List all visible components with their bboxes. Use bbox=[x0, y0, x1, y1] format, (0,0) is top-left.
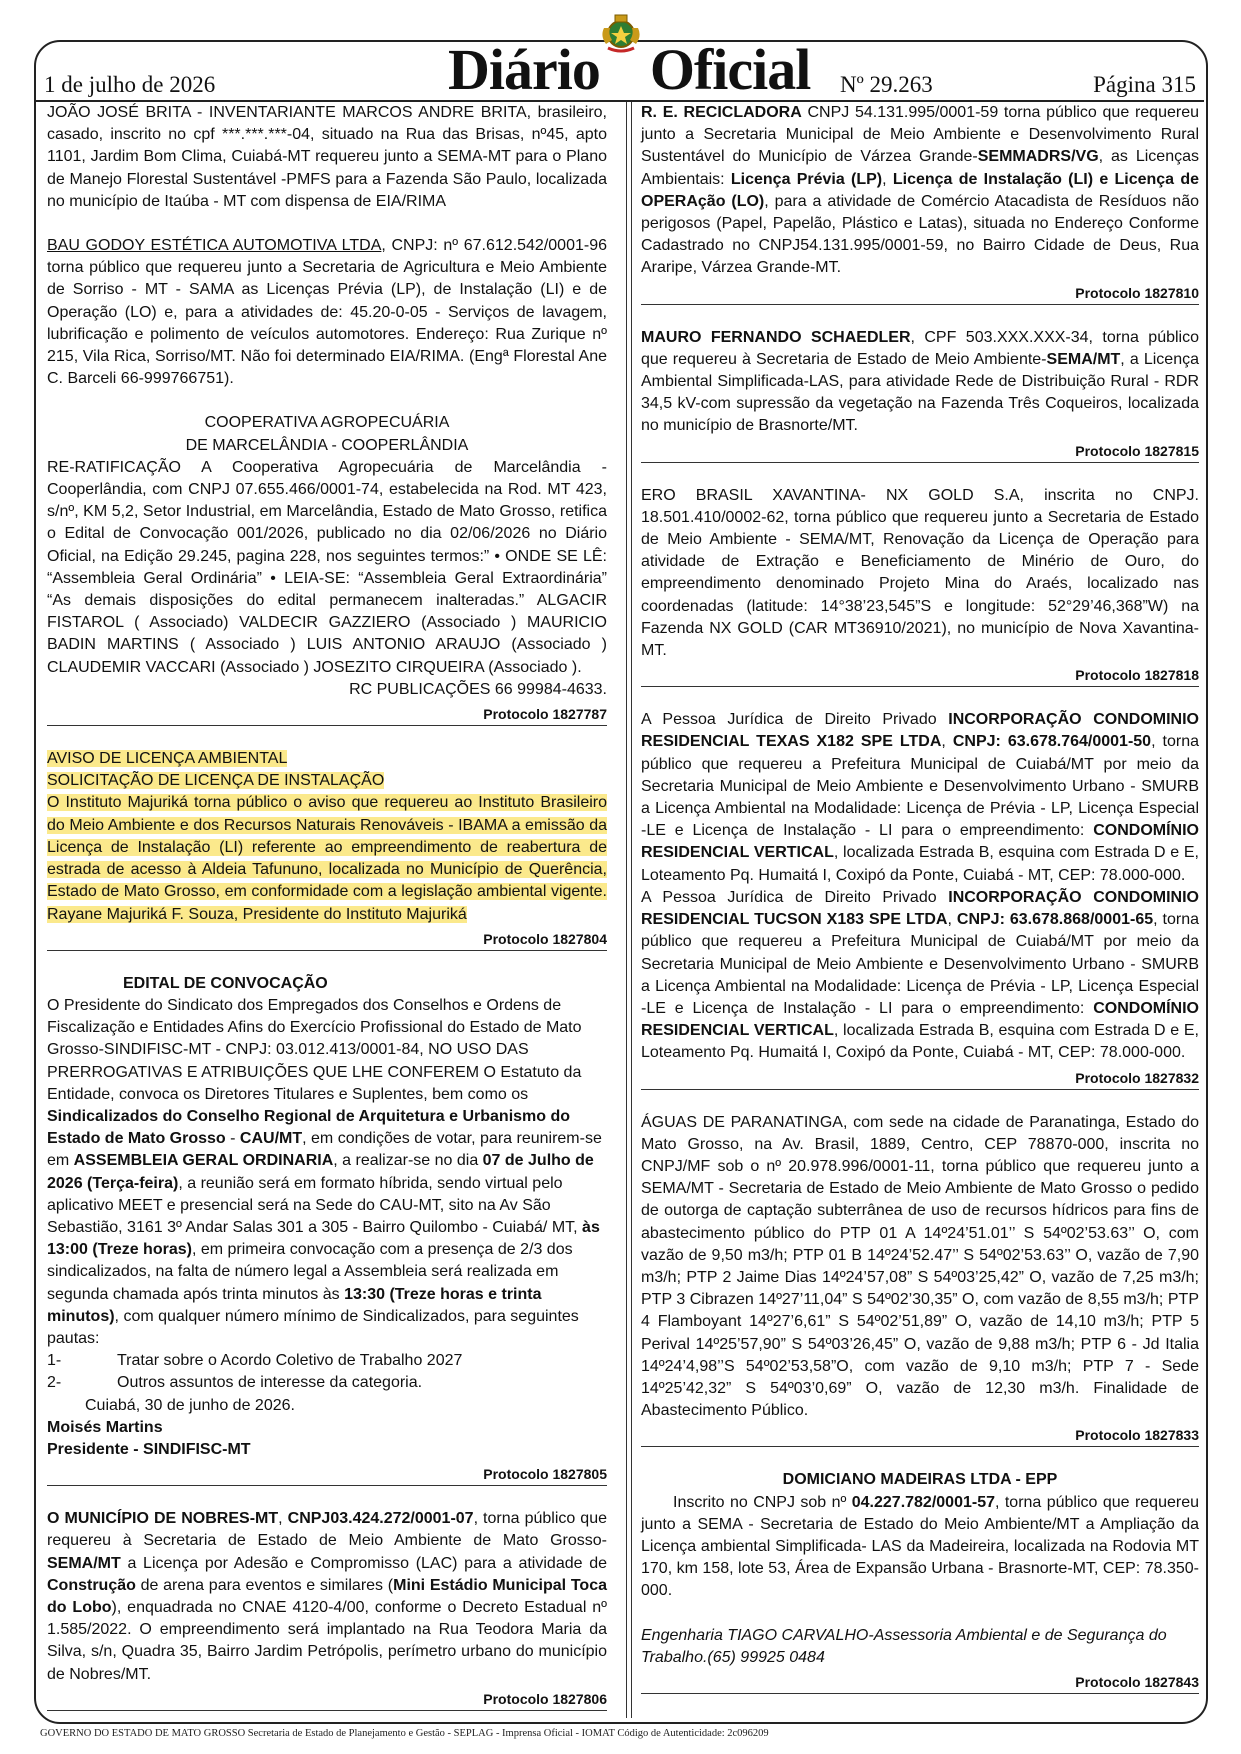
coop-subtitle: DE MARCELÂNDIA - COOPERLÂNDIA bbox=[185, 436, 469, 454]
protocol-number: Protocolo 1827805 bbox=[47, 1465, 607, 1486]
notice-re-recicladora: R. E. RECICLADORA CNPJ 54.131.995/0001-59 torna público que requereu junto a Secretaria Municipal de Meio Ambiente e Desenvolvimento Rural Sustentável do Município de Várzea Grande-SEMMADRS/VG, as Licenças Ambientais: Licença Prévia (LP), Licença de Instalação (LI) e Licença de OPERAção (LO), para a atividade de Comércio Atacadista de Resíduos não perigosos (Papel, Papelão, Plástico e Latas), situada no Endereço Conforme Cadastrado no CNPJ54.131.995/0001-59, no Bairro Cidade de Deus, Rua Araripe, Várzea Grande-MT. bbox=[641, 104, 1200, 277]
edital-title: EDITAL DE CONVOCAÇÃO bbox=[123, 974, 328, 992]
list-item: 1- Tratar sobre o Acordo Coletivo de Trabalho 2027 bbox=[47, 1352, 463, 1370]
notice-texas: A Pessoa Jurídica de Direito Privado INCORPORAÇÃO CONDOMINIO RESIDENCIAL TEXAS X182 SPE LTDA, CNPJ: 63.678.764/0001-50, torna público que requereu a Prefeitura Municipal de Cuiabá/MT por meio da Secretaria Municipal de Meio Ambiente e Desenvolvimento Urbano - SMURB a Licença Ambiental na Modalidade: Licença de Prévia - LP, Licença Especial -LE e Licença de Instalação - LI para o empreendimento: CONDOMÍNIO RESIDENCIAL VERTICAL, localizada Estrada B, esquina com Estrada D e E, Loteamento Pq. Humaitá I, Coxipó da Ponte, Cuiabá - MT, CEP: 78.000-000. bbox=[641, 711, 1200, 884]
domiciano-engineer: Engenharia TIAGO CARVALHO-Assessoria Ambiental e de Segurança do Trabalho.(65) 99925 0484 bbox=[641, 1626, 1167, 1666]
notice-bau-godoy: BAU GODOY ESTÉTICA AUTOMOTIVA LTDA, CNPJ: nº 67.612.542/0001-96 torna público que requereu junto a Secretaria de Agricultura e Meio Ambiente de Sorriso - MT - SAMA as Licenças Prévia (LP), de Instalação (LI) e de Operação (LO) e, para a atividades de: 45.20-0-05 - Serviços de lavagem, lubrificação e polimento de veículos automotores. Endereço: Rua Zurique nº 215, Vila Rica, Sorriso/MT. Não foi determinado EIA/RIMA. (Engª Florestal Ane C. Barceli 66-999766751). bbox=[47, 237, 607, 388]
protocol-number: Protocolo 1827815 bbox=[641, 442, 1199, 463]
notice-aguas-paranatinga: ÁGUAS DE PARANATINGA, com sede na cidade de Paranatinga, Estado do Mato Grosso, na Av. Brasil, 1889, Centro, CEP 78870-000, inscrita no CNPJ/MF sob o nº 20.978.996/0001-11, torna público que requereu junto a SEMA/MT - Secretaria de Estado de Meio Ambiente de Mato Grosso o pedido de outorga de captação subterrânea de uso de recursos hídricos para fins de abastecimento público do PTP 01 A 14º24’51.01’’ S 54º02’53.63’’ O, com vazão de 9,50 m3/h; PTP 01 B 14º24’52.47’’ S 54º02’53.63’’ O, vazão de 7,90 m3/h; PTP 2 Jaime Dias 14º24’57,08” S 54º03’25,42” O, vazão de 7,25 m3/h; PTP 3 Cibrazen 14º27’11,04” S 54º02’30,35” O, com vazão de 8,55 m3/h; PTP 4 Flamboyant 14º27’6,61” S 54º02’51,89” O, vazão de 14,10 m3/h; PTP 5 Perival 14º25’57,90” S 54º03’26,45” O, vazão de 9,88 m3/h; PTP 6 - Jd Italia 14º24’4,98’’S 54º02’53,58”O, com vazão de 9,10 m3/h; PTP 7 - Sede 14º25’42,32” S 54º03’0,69” O, vazão de 12,30 m3/h. Finalidade de Abastecimento Público. bbox=[641, 1113, 1199, 1420]
issue-number: Nº 29.263 bbox=[840, 72, 933, 97]
coop-title: COOPERATIVA AGROPECUÁRIA bbox=[204, 414, 450, 432]
coop-signature: RC PUBLICAÇÕES 66 99984-4633. bbox=[349, 680, 607, 698]
column-divider bbox=[626, 102, 627, 1718]
notice-ero-brasil: ERO BRASIL XAVANTINA- NX GOLD S.A, inscrita no CNPJ. 18.501.410/0002-62, torna público que requereu junto a Secretaria de Estado de Meio Ambiente - SEMA/MT, Renovação da Licença de Operação para atividade de Extração e Beneficiamento de Minério de Ouro, do empreendimento denominado Projeto Mina do Araés, localizado nas coordenadas (latitude: 14°38’23,545”S e longitude: 52°29’46,368”W) na Fazenda NX GOLD (CAR MT36910/2021), no município de Nova Xavantina- MT. bbox=[641, 486, 1199, 660]
domiciano-title: DOMICIANO MADEIRAS LTDA - EPP bbox=[782, 1471, 1058, 1489]
edital-signer-role: Presidente - SINDIFISC-MT bbox=[47, 1440, 251, 1458]
right-column bbox=[641, 102, 1199, 1716]
issue-date: 1 de julho de 2026 bbox=[44, 72, 216, 97]
aviso-title: AVISO DE LICENÇA AMBIENTAL bbox=[47, 750, 288, 768]
page-number: Página 315 bbox=[1093, 72, 1196, 97]
protocol-number: Protocolo 1827787 bbox=[47, 705, 607, 726]
edital-signer: Moisés Martins bbox=[47, 1418, 163, 1436]
protocol-number: Protocolo 1827806 bbox=[47, 1690, 607, 1711]
coop-body: RE-RATIFICAÇÃO A Cooperativa Agropecuária de Marcelândia - Cooperlândia, com CNPJ 07.655.466/0001-74, estabelecida na Rod. MT 423, s/nº, KM 5,2, Setor Industrial, em Marcelândia, Estado de Mato Grosso, retifica o Edital de Convocação 001/2026, publicado no dia 02/06/2026 no Diário Oficial, na Edição 29.245, pagina 228, nos seguintes termos:” • ONDE SE LÊ: “Assembleia Geral Ordinária” • LEIA-SE: “Assembleia Geral Extraordinária” “As demais disposições do edital permanecem inalteradas.” ALGACIR FISTAROL ( Associado) VALDECIR GAZZIERO (Associado ) MAURICIO BADIN MARTINS ( Associado ) LUIS ANTONIO ARAUJO (Associado ) CLAUDEMIR VACCARI (Associado ) JOSEZITO CIRQUEIRA (Associado ). bbox=[47, 458, 607, 676]
protocol-number: Protocolo 1827843 bbox=[641, 1673, 1199, 1694]
column-divider bbox=[631, 102, 632, 1718]
aviso-subtitle: SOLICITAÇÃO DE LICENÇA DE INSTALAÇÃO bbox=[47, 772, 385, 790]
masthead-title: Diário Oficial bbox=[448, 37, 811, 102]
page-footer: GOVERNO DO ESTADO DE MATO GROSSO Secretaria de Estado de Planejamento e Gestão - SEPLAG - Imprensa Oficial - IOMAT Código de Autenticidade: 2c096209 bbox=[40, 1728, 769, 1739]
protocol-number: Protocolo 1827833 bbox=[641, 1426, 1199, 1447]
left-column bbox=[47, 102, 607, 1733]
notice-tucson: A Pessoa Jurídica de Direito Privado INCORPORAÇÃO CONDOMINIO RESIDENCIAL TUCSON X183 SPE LTDA, CNPJ: 63.678.868/0001-65, torna público que requereu a Prefeitura Municipal de Cuiabá/MT por meio da Secretaria Municipal de Meio Ambiente e Desenvolvimento Urbano - SMURB a Licença Ambiental na Modalidade: Licença de Prévia - LP, Licença Especial -LE e Licença de Instalação - LI para o empreendimento: CONDOMÍNIO RESIDENCIAL VERTICAL, localizada Estrada B, esquina com Estrada D e E, Loteamento Pq. Humaitá I, Coxipó da Ponte, Cuiabá - MT, CEP: 78.000-000. bbox=[641, 888, 1200, 1062]
notice-domiciano: Inscrito no CNPJ sob nº 04.227.782/0001-57, torna público que requereu junto a SEMA - Secretaria de Estado do Meio Ambiente/MT a Ampliação da Licença ambiental Simplificada- LAS da Madeireira, localizada na Rodovia MT 170, km 158, lote 53, Área de Expansão Urbana - Brasnorte-MT, CEP: 78.350-000. bbox=[641, 1493, 1200, 1600]
protocol-number: Protocolo 1827832 bbox=[641, 1069, 1199, 1090]
notice-nobres: O MUNICÍPIO DE NOBRES-MT, CNPJ03.424.272/0001-07, torna público que requereu à Secretaria de Estado de Meio Ambiente de Mato Grosso-SEMA/MT a Licença por Adesão e Compromisso (LAC) para a atividade de Construção de arena para eventos e similares (Mini Estádio Municipal Toca do Lobo), enquadrada no CNAE 4120-4/00, conforme o Decreto Estadual nº 1.585/2022. O empreendimento será implantado na Rua Teodora Maria da Silva, s/n, Quadra 35, Bairro Jardim Petrópolis, perímetro urbano do município de Nobres/MT. bbox=[47, 1510, 608, 1683]
notice-brita: JOÃO JOSÉ BRITA - INVENTARIANTE MARCOS ANDRE BRITA, brasileiro, casado, inscrito no cpf ***.***.***-04, situado na Rua das Brisas, nº45, apto 1101, Jardim Bom Clima, Cuiabá-MT requereu junto a SEMA-MT para o Plano de Manejo Florestal Sustentável -PMFS para a Fazenda São Paulo, localizada no município de Itaúba - MT com dispensa de EIA/RIMA bbox=[47, 104, 607, 210]
edital-date: Cuiabá, 30 de junho de 2026. bbox=[85, 1396, 295, 1414]
protocol-number: Protocolo 1827818 bbox=[641, 666, 1199, 687]
aviso-body: O Instituto Majuriká torna público o aviso que requereu ao Instituto Brasileiro do Meio Ambiente e dos Recursos Naturais Renováveis - IBAMA a emissão da Licença de Instalação (LI) referente ao empreendimento de reabertura de estrada de acesso à Aldeia Tafununo, localizada no Município de Querência, Estado de Mato Grosso, em conformidade com a legislação ambiental vigente. Rayane Majuriká F. Souza, Presidente do Instituto Majuriká bbox=[47, 794, 607, 923]
list-item: 2- Outros assuntos de interesse da categoria. bbox=[47, 1374, 423, 1392]
notice-mauro: MAURO FERNANDO SCHAEDLER, CPF 503.XXX.XXX-34, torna público que requereu à Secretaria de Estado de Meio Ambiente-SEMA/MT, a Licença Ambiental Simplificada-LAS, para atividade Rede de Distribuição Rural - RDR 34,5 kV-com supressão da vegetação na Fazenda Três Coqueiros, localizada no município de Brasnorte/MT. bbox=[641, 328, 1199, 435]
protocol-number: Protocolo 1827810 bbox=[641, 284, 1199, 305]
state-crest-icon bbox=[598, 10, 644, 56]
edital-body: O Presidente do Sindicato dos Empregados dos Conselhos e Ordens de Fiscalização e Entidades Afins do Exercício Profissional do Estado de Mato Grosso-SINDIFISC-MT - CNPJ: 03.012.413/0001-84, NO USO DAS PRERROGATIVAS E ATRIBUIÇÕES QUE LHE CONFEREM O Estatuto da Entidade, convoca os Diretores Titulares e Suplentes, bem como os Sindicalizados do Conselho Regional de Arquitetura e Urbanismo do Estado de Mato Grosso - CAU/MT, em condições de votar, para reunirem-se em ASSEMBLEIA GERAL ORDINARIA, a realizar-se no dia 07 de Julho de 2026 (Terça-feira), a reunião será em formato híbrida, sendo virtual pelo aplicativo MEET e presencial será na Sede do CAU-MT, sito na Av São Sebastião, 3161 3º Andar Salas 301 a 305 - Bairro Quilombo - Cuiabá/ MT, às 13:00 (Treze horas), em primeira convocação com a presença de 2/3 dos sindicalizados, na falta de número legal a Assembleia será realizada em segunda chamada após trinta minutos às 13:30 (Treze horas e trinta minutos), com qualquer número mínimo de Sindicalizados, para seguintes pautas: bbox=[47, 996, 602, 1347]
protocol-number: Protocolo 1827804 bbox=[47, 930, 607, 951]
